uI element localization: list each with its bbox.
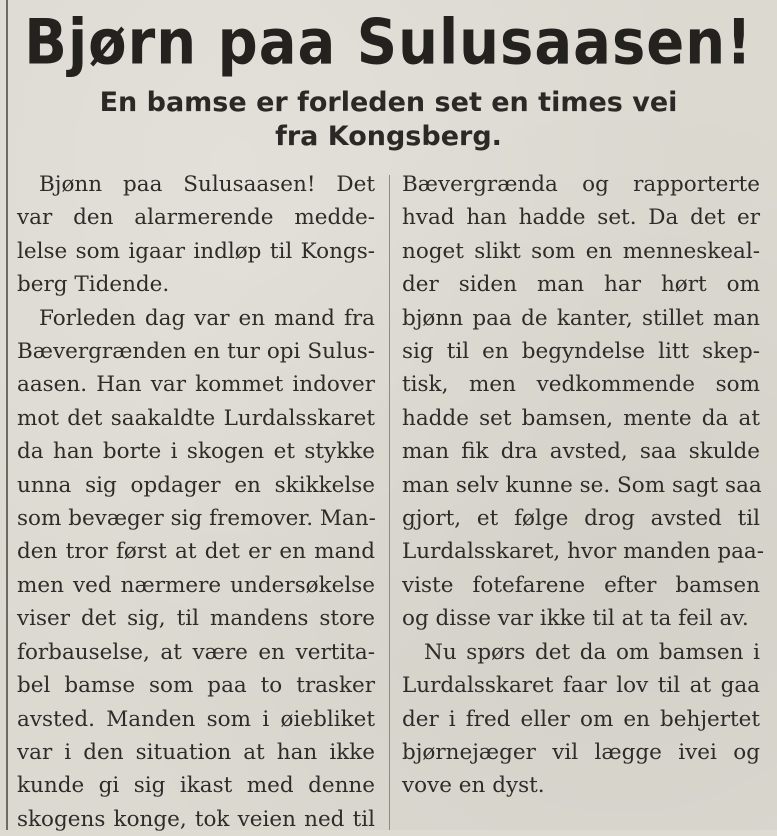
text-line: Nu spørs det da om bamsen i	[424, 639, 760, 665]
subhead-line-2: fra Kongsberg.	[275, 121, 502, 152]
text-line: og disse var ikke til at ta feil av.	[402, 606, 749, 632]
text-line: man fik dra avsted, saa skulde	[402, 439, 760, 465]
text-line: skogens konge, tok veien ned til	[17, 806, 375, 832]
text-line: var den alarmerende medde-	[17, 205, 375, 231]
text-line: avsted. Manden som i øiebliket	[17, 706, 375, 732]
text-line: gjort, et følge drog avsted til	[402, 506, 760, 532]
text-line: noget slikt som en menneskeal-	[402, 238, 760, 264]
article-column-right	[402, 168, 765, 803]
article-column-left	[17, 168, 375, 836]
text-line: var i den situation at han ikke	[17, 739, 375, 765]
text-line: da han borte i skogen et stykke	[17, 439, 375, 465]
text-line: aasen. Han var kommet indover	[17, 372, 375, 398]
text-line: lelse som igaar indløp til Kongs-	[17, 238, 375, 264]
text-line: Lurdalsskaret, hvor manden paa-	[402, 539, 765, 565]
text-line: hadde set bamsen, mente da at	[402, 405, 760, 431]
headline: Bjørn paa Sulusaasen!	[24, 6, 753, 80]
text-line: Bævergrænden en tur opi Sulus-	[17, 339, 375, 365]
subhead	[0, 86, 777, 154]
text-line: Lurdalsskaret faar lov til at gaa	[402, 673, 760, 699]
text-line: mot det saakaldte Lurdalsskaret	[17, 405, 375, 431]
text-line: Forleden dag var en mand fra	[39, 305, 375, 331]
text-line: sig til en begyndelse litt skep-	[402, 339, 760, 365]
text-line: bel bamse som paa to trasker	[17, 673, 375, 699]
text-line: hvad han hadde set. Da det er	[402, 205, 760, 231]
text-line: unna sig opdager en skikkelse	[17, 472, 375, 498]
text-line: som bevæger sig fremover. Man-	[17, 506, 376, 532]
text-line: man selv kunne se. Som sagt saa	[402, 472, 762, 498]
text-line: forbauselse, at være en vertita-	[17, 639, 375, 665]
text-line: viste fotefarene efter bamsen	[402, 572, 760, 598]
text-line: vove en dyst.	[402, 773, 545, 799]
subhead-line-1: En bamse er forleden set en times vei	[99, 87, 678, 118]
text-line: viser det sig, til mandens store	[17, 606, 375, 632]
text-line: bjørnejæger vil lægge ivei og	[402, 739, 760, 765]
text-line: bjønn paa de kanter, stillet man	[402, 305, 760, 331]
text-line: berg Tidende.	[17, 272, 170, 298]
text-line: der siden man har hørt om	[402, 272, 760, 298]
column-divider	[389, 175, 390, 830]
text-line: men ved nærmere undersøkelse	[17, 572, 375, 598]
text-line: Bævergrænda og rapporterte	[402, 172, 760, 197]
text-line: tisk, men vedkommende som	[402, 372, 760, 398]
text-line: Bjønn paa Sulusaasen! Det	[39, 172, 375, 197]
text-line: kunde gi sig ikast med denne	[17, 773, 375, 799]
text-line: den tror først at det er en mand	[17, 539, 375, 565]
text-line: der i fred eller om en behjertet	[402, 706, 760, 732]
